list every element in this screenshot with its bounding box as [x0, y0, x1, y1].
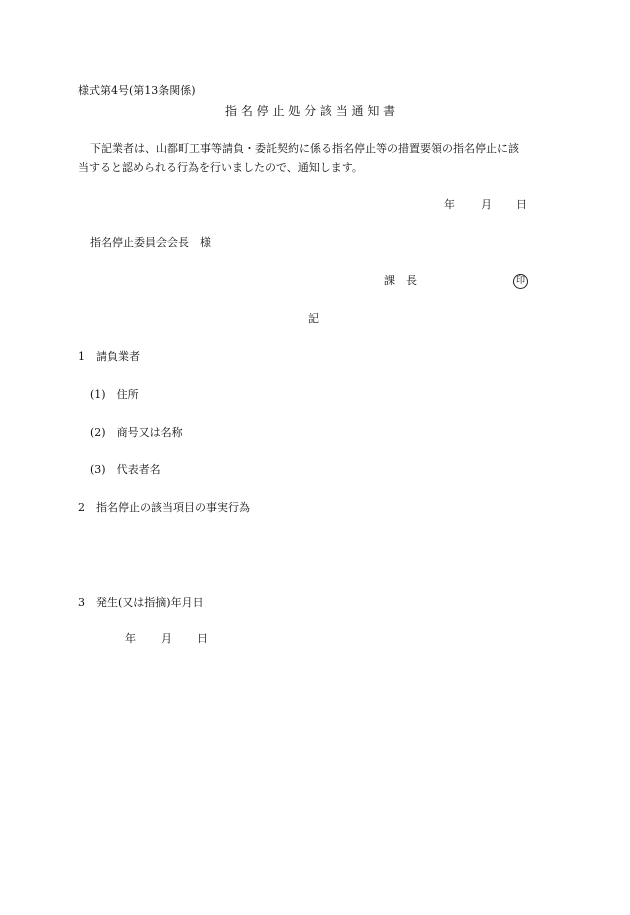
sender-title: 課 長 [384, 274, 417, 287]
form-number: 様式第4号(第13条関係) [78, 84, 196, 97]
intro-text-line1: 下記業者は、山都町工事等請負・委託契約に係る指名停止等の措置要領の指名停止に該 [90, 142, 519, 155]
date-year: 年 [444, 198, 455, 211]
item-1-contractor: 1 請負業者 [78, 350, 140, 363]
intro-text-line2: 当すると認められる行為を行いましたので、通知します。 [78, 161, 363, 174]
ki-heading: 記 [308, 312, 319, 325]
item-3-occurrence-date: 3 発生(又は指摘)年月日 [78, 596, 204, 609]
incident-year: 年 [125, 632, 136, 645]
incident-day: 日 [197, 632, 208, 645]
item-1-address: (1) 住所 [90, 388, 139, 401]
seal-mark: 印 [513, 274, 528, 289]
item-1-representative: (3) 代表者名 [90, 463, 161, 476]
date-month: 月 [481, 198, 492, 211]
date-day: 日 [516, 198, 527, 211]
item-2-facts: 2 指名停止の該当項目の事実行為 [78, 501, 250, 514]
document-title: 指 名 停 止 処 分 該 当 通 知 書 [225, 104, 396, 118]
addressee: 指名停止委員会会長 様 [90, 236, 211, 249]
incident-month: 月 [161, 632, 172, 645]
item-1-trade-name: (2) 商号又は名称 [90, 426, 183, 439]
